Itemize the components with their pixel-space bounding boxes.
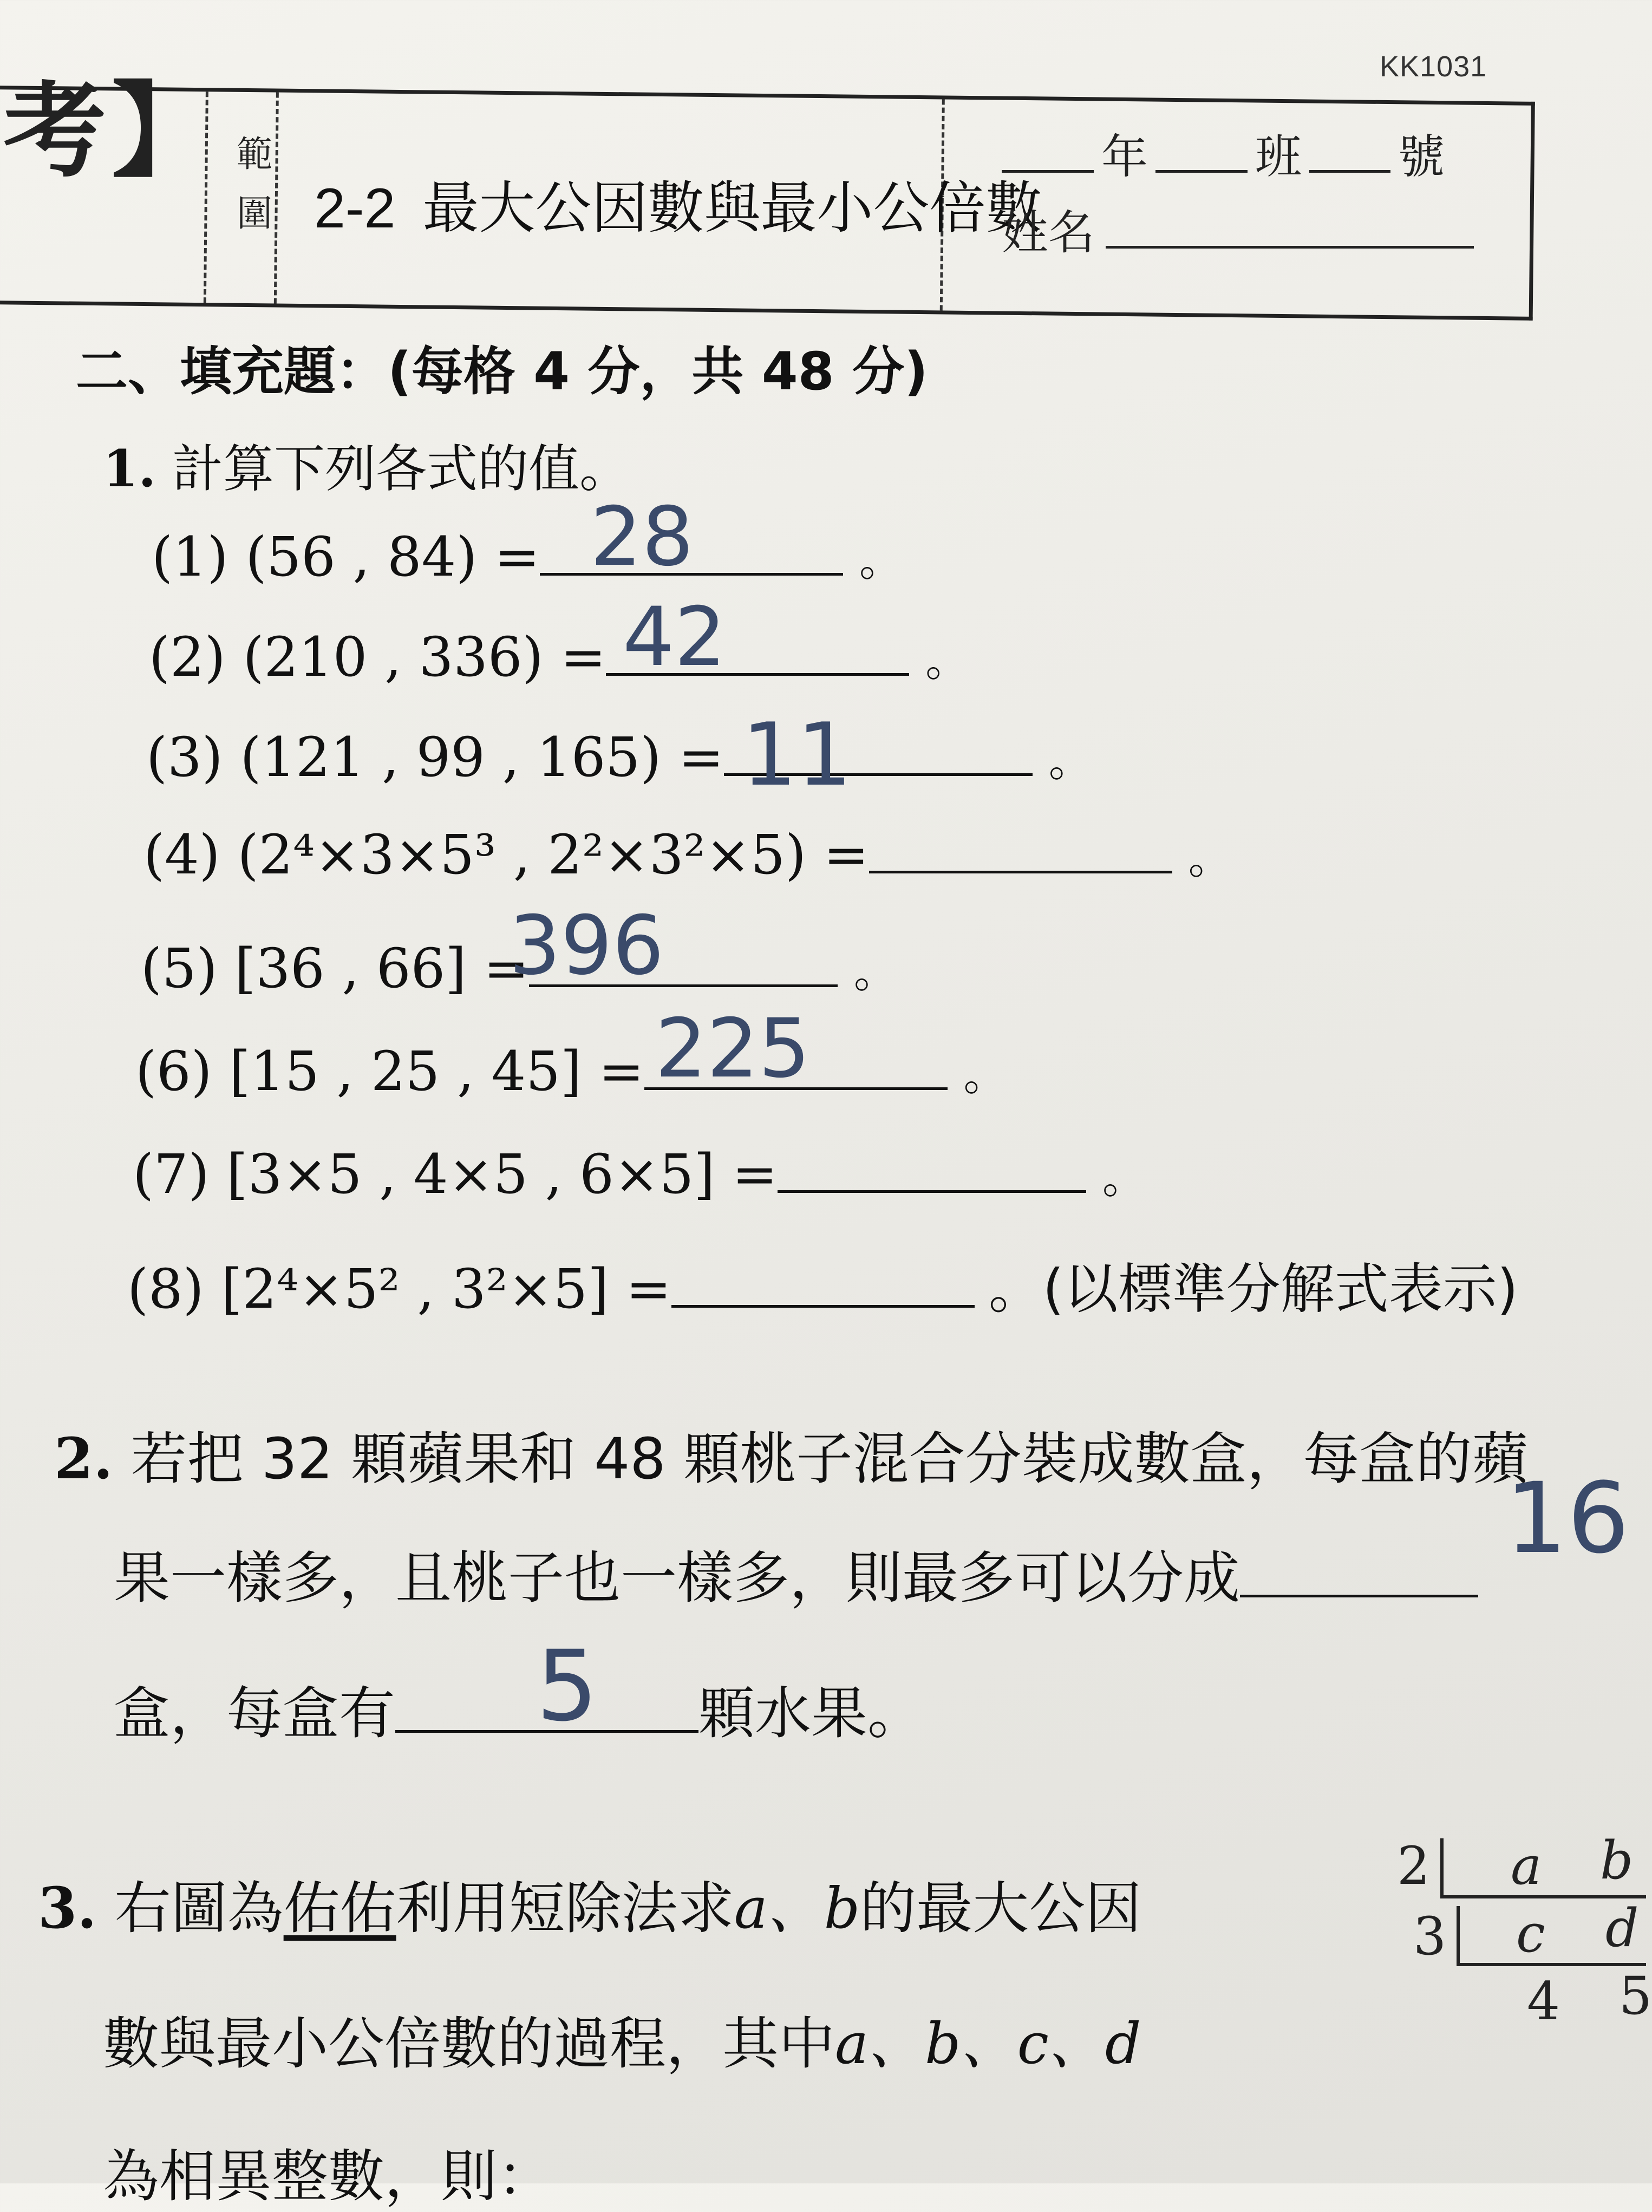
answer-blank[interactable]: [1240, 1557, 1478, 1597]
q1-item-5: (5) [36 , 66] = 。: [141, 937, 897, 1000]
q1-item-4: (4) (2⁴×3×5³ , 2²×3²×5) = 。: [143, 823, 1232, 886]
answer-blank[interactable]: [778, 1152, 1086, 1193]
question-2-line-3: 盒，每盒有 顆水果。: [114, 1680, 924, 1746]
class-fields: 年 班 號: [1002, 119, 1445, 186]
handwritten-answer: 5: [536, 1630, 598, 1743]
grade-blank[interactable]: [1002, 138, 1094, 173]
q1-item-2: (2) (210 , 336) = 。: [149, 625, 969, 689]
answer-blank[interactable]: [671, 1267, 975, 1308]
question-2-line-1: 2. 若把 32 顆蘋果和 48 顆桃子混合分裝成數盒，每盒的蘋: [54, 1425, 1529, 1492]
topic-title: 2-2 最大公因數與最小公倍數: [314, 175, 1042, 241]
handwritten-answer: 11: [742, 704, 852, 805]
name-blank[interactable]: [1106, 213, 1474, 249]
range-label: 範 圍: [237, 133, 272, 234]
division-bar: [1457, 1906, 1460, 1966]
question-1-prompt: 1. 計算下列各式的值。: [103, 439, 631, 499]
handwritten-answer: 225: [655, 1002, 811, 1096]
q1-item-1: (1) (56 , 84) = 。: [152, 525, 903, 589]
q1-item-7: (7) [3×5 , 4×5 , 6×5] = 。: [133, 1143, 1146, 1206]
section-heading: 二、填充題：(每格 4 分，共 48 分): [76, 341, 928, 402]
exam-title: 考】: [3, 71, 220, 191]
document-code: KK1031: [1380, 50, 1487, 83]
handwritten-answer: 28: [590, 490, 694, 584]
handwritten-answer: 396: [509, 899, 664, 993]
name-field: 姓名: [1002, 195, 1474, 262]
class-blank[interactable]: [1155, 138, 1248, 173]
question-3-line-2: 數與最小公倍數的過程，其中a、b、c、d: [103, 2011, 1141, 2077]
division-bar: [1457, 1963, 1646, 1966]
worksheet-page: KK1031 考】 範 圍 2-2 最大公因數與最小公倍數 年 班 號 姓名 二、填充題：(每格 4 分，共 48 分) 1. 計算下列各式的值。 (1) (56 , 84) = 。 28 (2) (210 , 336) = 。 42 (3) (121 , 99 , 165) = 。 11 (4) (2⁴×3×5³ , 2²×3²×5) = 。 (5) [36 , 66] = 。 396 (6) [15 , 25 , 45] = 。 225 (7) [3×5 , 4×5 , 6×5] = 。 (8) [2⁴×5² , 3²×5] = 。(以標準分解式表示) 2. 若把 32 顆蘋果和 48 顆桃子混合分裝成數盒，每盒的蘋 果一樣多，且桃子也一樣多，則最多可以分成 16 盒，每盒有 顆水果。 5 3. 右圖為佑佑利用短除法求a、b的最大公因 數與最小公倍數的過程，其中a、b、c、d 為相異整數，則： 2 3 a b c d 4 5: [0, 0, 1637, 2183]
number-blank[interactable]: [1309, 138, 1390, 173]
question-3-line-1: 3. 右圖為佑佑利用短除法求a、b的最大公因: [38, 1875, 1142, 1941]
q1-item-3: (3) (121 , 99 , 165) = 。: [146, 726, 1092, 789]
question-2-line-2: 果一樣多，且桃子也一樣多，則最多可以分成: [114, 1532, 1478, 1614]
q1-item-8: (8) [2⁴×5² , 3²×5] = 。(以標準分解式表示): [127, 1257, 1518, 1321]
q1-item-6: (6) [15 , 25 , 45] = 。: [135, 1040, 1007, 1103]
question-3-line-3: 為相異整數，則：: [103, 2143, 554, 2209]
division-bar: [1440, 1838, 1444, 1898]
handwritten-answer: 16: [1505, 1462, 1630, 1575]
handwritten-answer: 42: [623, 590, 726, 684]
answer-blank[interactable]: [869, 833, 1172, 873]
